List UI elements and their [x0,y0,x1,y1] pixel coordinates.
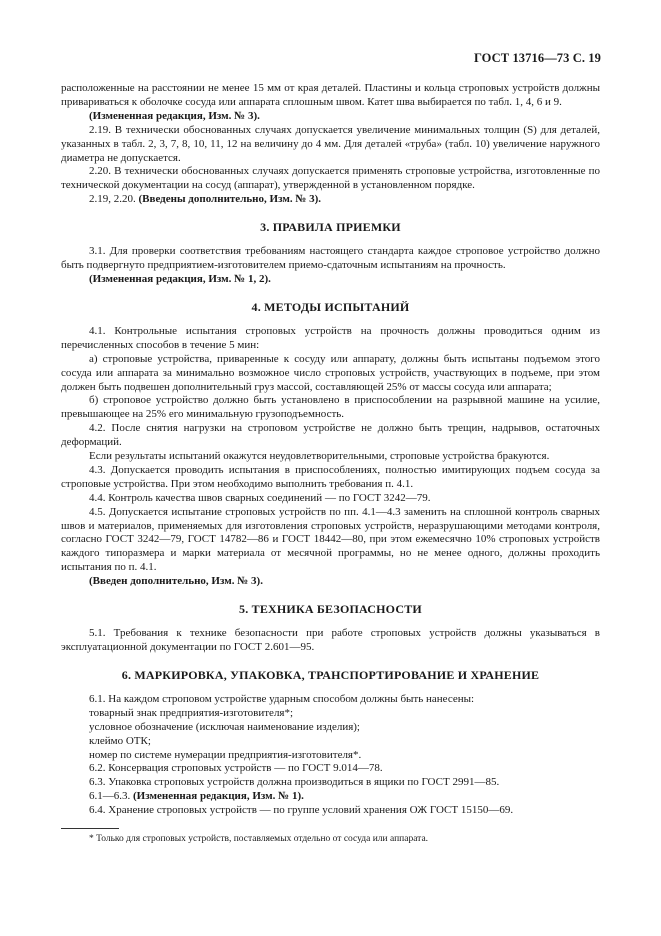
paragraph-continuation: расположенные на расстоянии не менее 15 мм от края деталей. Пластины и кольца строповых устройств должны привариваться к оболочке сосуда или аппарата сплошным швом. Катет шва выбирается по табл. 1, 4, 6 и 9. [61,82,600,108]
clause-4-3: 4.3. Допускается проводить испытания в приспособлениях, полностью имитирующих подъем сосуда за строповые устройства. При этом необходимо выполнить требования п. 4.1. [61,463,600,490]
clause-6-3: 6.3. Упаковка строповых устройств должна производиться в ящики по ГОСТ 2991—85. [89,776,500,789]
clause-4-5: 4.5. Допускается испытание строповых устройств по пп. 4.1—4.3 заменить на сплошной контроль сварных швов и материалов, применяемых для изготовления строповых устройств, неразрушающими методами контроля, согласно ГОСТ 3242—79, ГОСТ 14782—86 и ГОСТ 18442—80, при этом ежемесячно 10% строповых устройств каждого типоразмера и марки материала от месячной программы, но не менее одного, должны проходить испытания по п. 4.1. [61,505,600,574]
section-heading-4: 4. МЕТОДЫ ИСПЫТАНИЙ [251,299,410,314]
note-prefix: 2.19, 2.20. [89,193,136,206]
note-text: (Введены дополнительно, Изм. № 3). [138,193,322,206]
document-body [61,82,600,845]
amendment-note: (Измененная редакция, Изм. № 3). [89,109,260,122]
amendment-note: (Измененная редакция, Изм. № 1, 2). [89,272,271,285]
clause-4-2-b: Если результаты испытаний окажутся неудовлетворительными, строповые устройства бракуются. [89,450,550,463]
clause-4-1-a: а) строповые устройства, приваренные к сосуду или аппарату, должны быть испытаны подъемом этого сосуда или аппарата за минимально возможное число строповых устройств, участвующих в подъеме, при этом должен быть подвешен дополнительный груз массой, составляющей 25% от массы сосуда или аппарата; [61,352,600,393]
clause-6-2: 6.2. Консервация строповых устройств — по ГОСТ 9.014—78. [89,762,383,775]
list-item: клеймо ОТК; [89,734,151,747]
amendment-note: (Введен дополнительно, Изм. № 3). [89,575,263,588]
clause-6-4: 6.4. Хранение строповых устройств — по группе условий хранения ОЖ ГОСТ 15150—69. [89,804,514,817]
section-heading-5: 5. ТЕХНИКА БЕЗОПАСНОСТИ [239,602,422,617]
note-text: (Измененная редакция, Изм. № 1). [133,790,304,803]
amendment-note [61,193,600,207]
list-item: номер по системе нумерации предприятия-изготовителя*. [89,748,362,761]
list-item: товарный знак предприятия-изготовителя*; [89,706,294,719]
list-item: условное обозначение (исключая наименование изделия); [89,720,360,733]
clause-6-1: 6.1. На каждом строповом устройстве ударным способом должны быть нанесены: [89,692,475,705]
amendment-note [61,790,600,804]
clause-3-1: 3.1. Для проверки соответствия требованиям настоящего стандарта каждое строповое устройство должно быть подвергнуто предприятием-изготовителем приемо-сдаточным испытаниям на прочность. [61,245,600,272]
clause-4-2: 4.2. После снятия нагрузки на строповом устройстве не должно быть трещин, надрывов, остаточных деформаций. [61,422,600,449]
clause-4-1: 4.1. Контрольные испытания строповых устройств на прочность должны проводиться одним из перечисленных способов в течение 5 мин: [61,324,600,351]
footnote-divider [61,828,119,829]
clause-4-1-b: б) строповое устройство должно быть установлено в приспособлении на разрывной машине на усилие, превышающее на 25% его минимальную грузоподъемность. [61,394,600,421]
footnote: * Только для строповых устройств, поставляемых отдельно от сосуда или аппарата. [89,834,429,845]
note-prefix: 6.1—6.3. [89,790,131,803]
clause-5-1: 5.1. Требования к технике безопасности при работе строповых устройств должны указываться в эксплуатационной документации по ГОСТ 2.601—95. [61,627,600,653]
section-heading-3: 3. ПРАВИЛА ПРИЕМКИ [260,220,401,235]
clause-4-4: 4.4. Контроль качества швов сварных соединений — по ГОСТ 3242—79. [89,491,431,504]
section-heading-6: 6. МАРКИРОВКА, УПАКОВКА, ТРАНСПОРТИРОВАНИЕ И ХРАНЕНИЕ [121,667,540,682]
clause-2-19: 2.19. В технически обоснованных случаях допускается увеличение минимальных толщин (S) для деталей, указанных в табл. 2, 3, 7, 8, 10, 11, 12 на величину до 4 мм. Для деталей «труба» (табл. 10) увеличение наружного диаметра не допускается. [61,123,600,164]
page-header: ГОСТ 13716—73 С. 19 [473,51,601,65]
clause-2-20: 2.20. В технически обоснованных случаях допускается применять строповые устройства, изготовленные по технической документации на сосуд (аппарат), утвержденной в установленном порядке. [61,165,600,192]
